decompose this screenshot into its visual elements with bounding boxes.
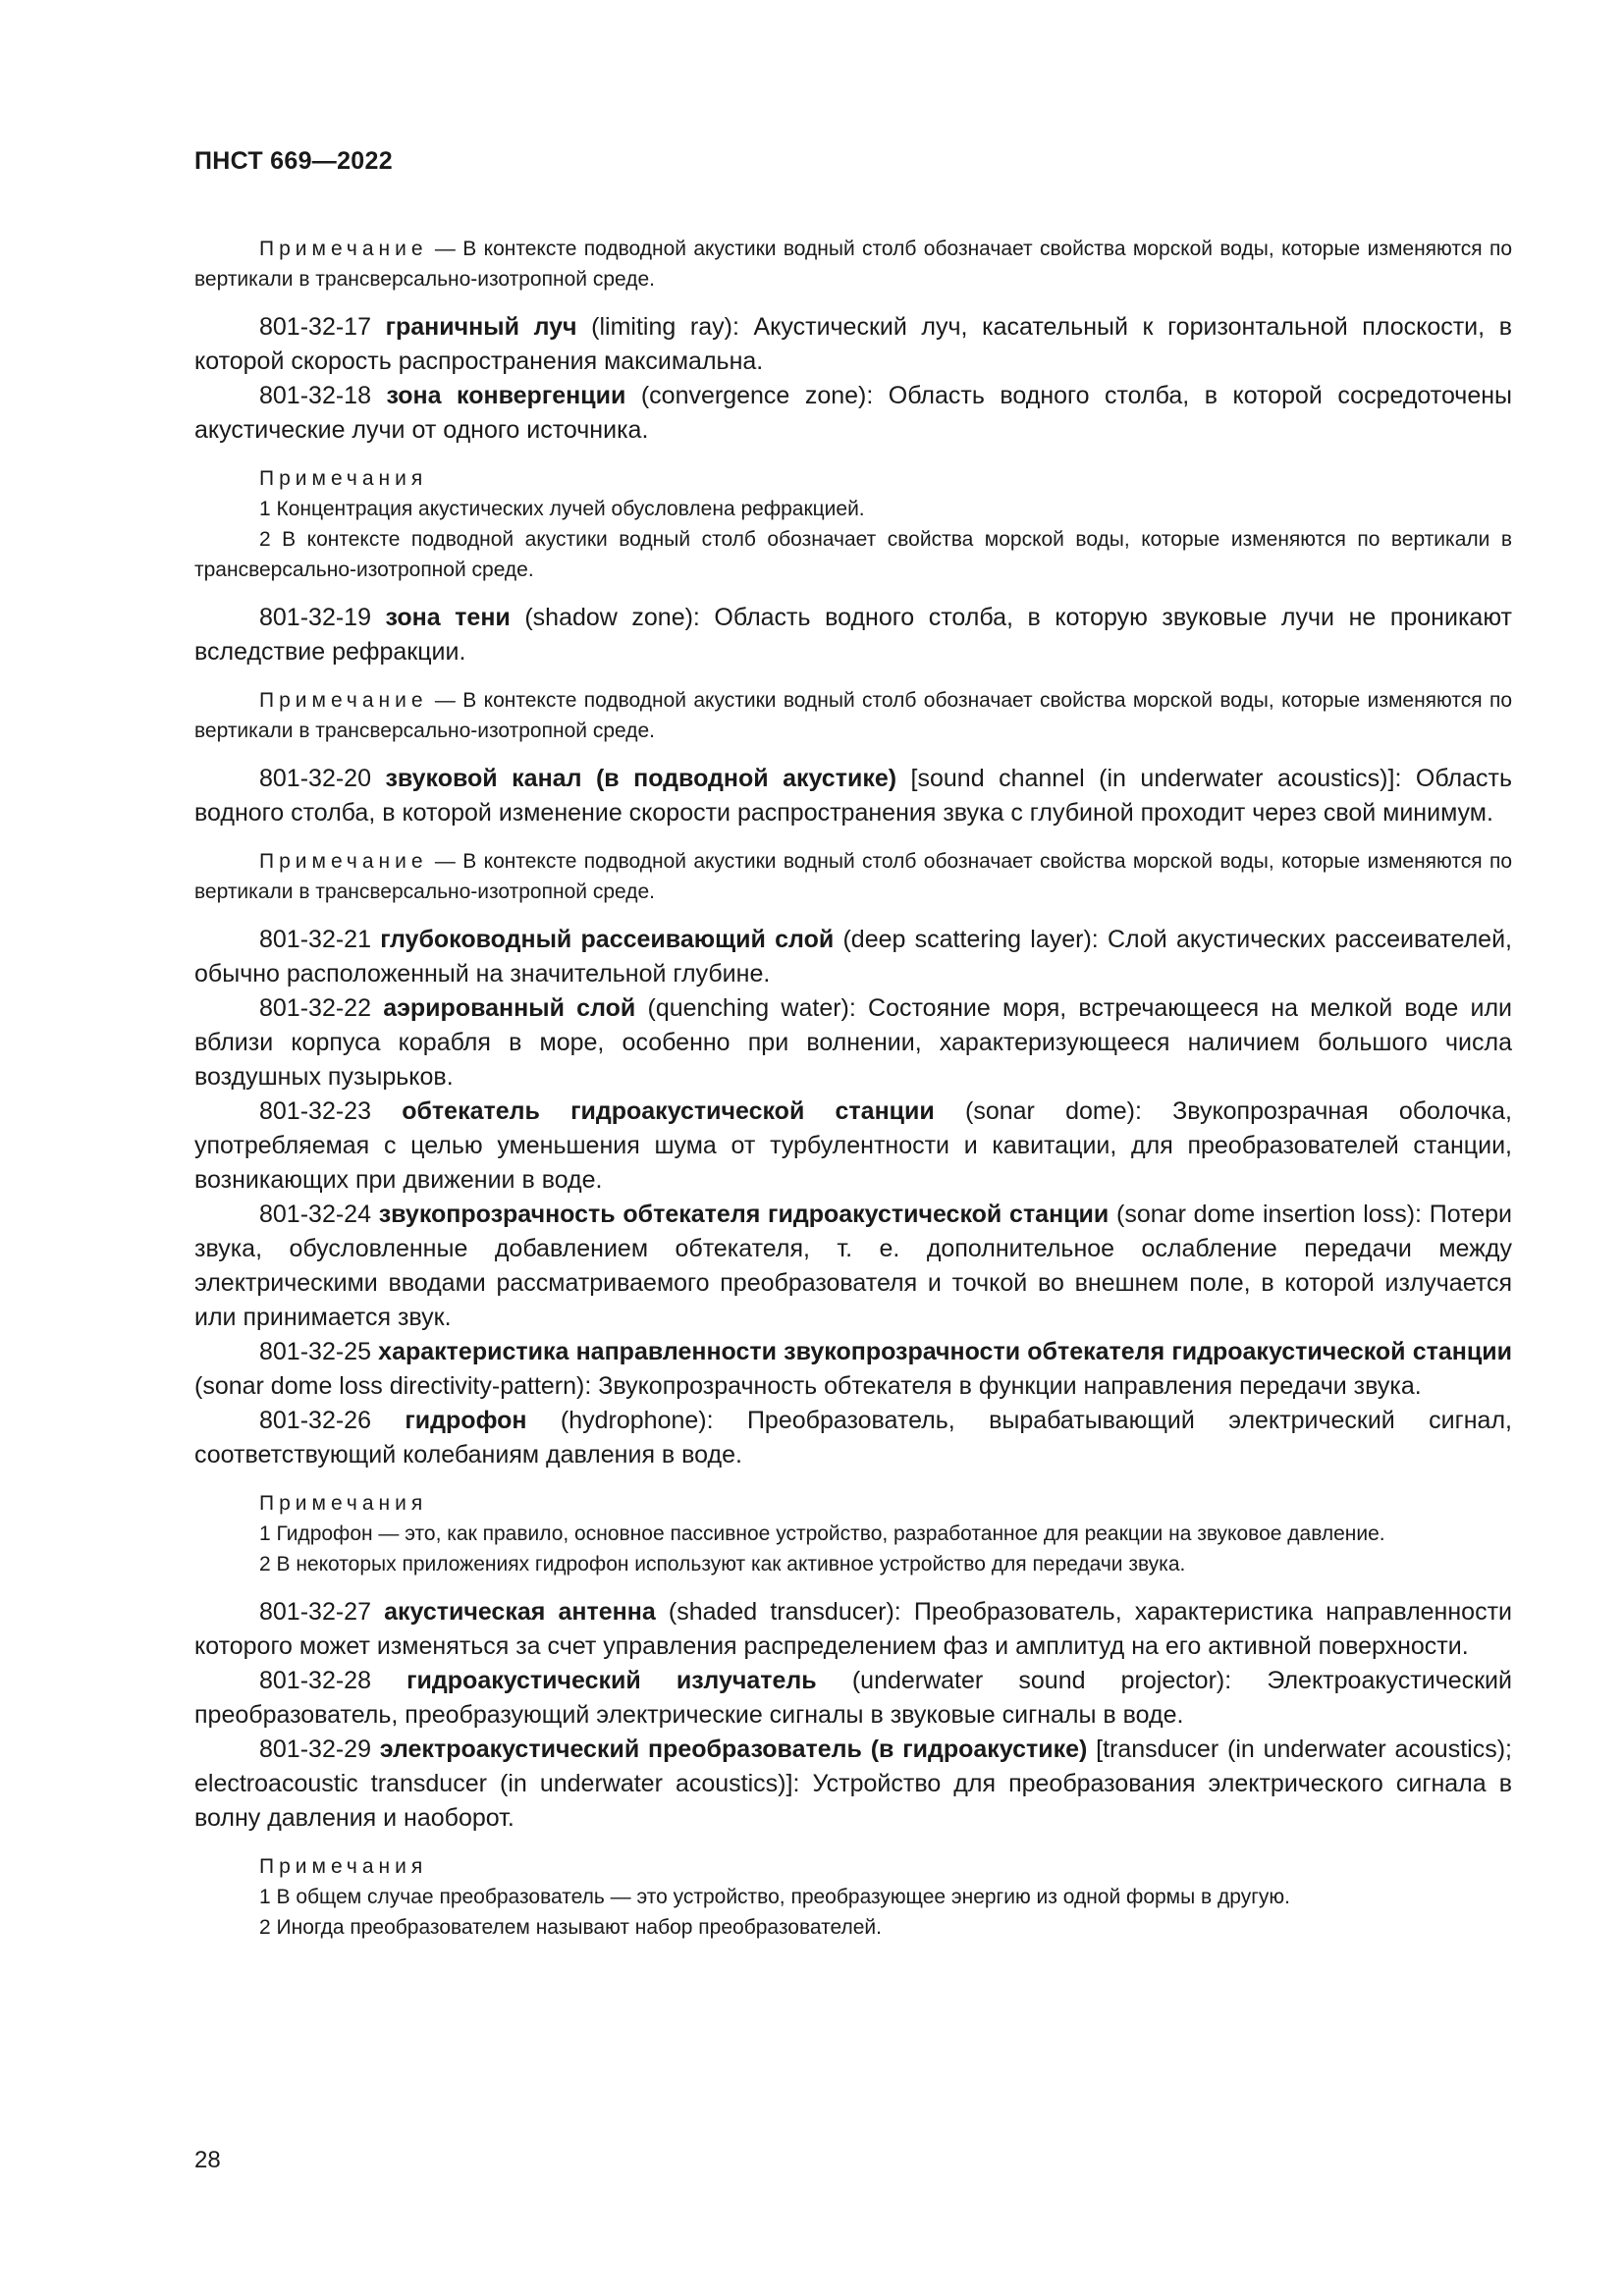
note-label: Примечание (259, 689, 428, 712)
notes-list (194, 463, 1512, 585)
term-entry (194, 1404, 1512, 1472)
note-item: 1 В общем случае преобразователь — это устройство, преобразующее энергию из одной формы в другую. (259, 1886, 1290, 1908)
term-definition: (sonar dome loss directivity-pattern): Звукопрозрачность обтекателя в функции направления передачи звука. (194, 1372, 1422, 1400)
term-number: 801-32-27 (259, 1598, 371, 1626)
term-title: обтекатель гидроакустической станции (402, 1097, 935, 1125)
term-number: 801-32-26 (259, 1407, 371, 1434)
notes-label: Примечания (259, 467, 428, 490)
note-body: — В контексте подводной акустики водный столб обозначает свойства морской воды, которые изменяются по вертикали в трансверсально-изотропной среде. (194, 238, 1512, 291)
note-text (194, 234, 1512, 294)
term-entry (194, 1595, 1512, 1664)
term-title: звукопрозрачность обтекателя гидроакустической станции (378, 1201, 1110, 1228)
term-title: аэрированный слой (383, 994, 636, 1022)
document-body (194, 218, 1512, 1958)
term-title: акустическая антенна (384, 1598, 656, 1626)
term-title: гидроакустический излучатель (406, 1667, 817, 1694)
term-definition: (sonar dome): Звукопрозрачная оболочка, употребляемая с целью уменьшения шума от турбулентности и кавитации, для преобразователей станции, возникающих при движении в воде. (194, 1097, 1512, 1194)
page-number: 28 (194, 2147, 221, 2173)
term-title: гидрофон (405, 1407, 527, 1434)
notes-list (194, 1851, 1512, 1943)
note-item: 2 В контексте подводной акустики водный столб обозначает свойства морской воды, которые изменяются по вертикали в трансверсально-изотропной среде. (194, 528, 1512, 581)
term-number: 801-32-17 (259, 313, 371, 341)
notes-label: Примечания (259, 1492, 428, 1515)
term-number: 801-32-20 (259, 765, 371, 792)
term-number: 801-32-24 (259, 1201, 371, 1228)
term-definition: [transducer (in underwater acoustics); electroacoustic transducer (in underwater acoustics)]: Устройство для преобразования электрического сигнала в волну давления и наоборот. (194, 1735, 1512, 1832)
note-item: 2 В некоторых приложениях гидрофон используют как активное устройство для передачи звука. (259, 1553, 1186, 1575)
term-entry (194, 1335, 1512, 1404)
term-number: 801-32-28 (259, 1667, 371, 1694)
term-definition: [sound channel (in underwater acoustics)]: Область водного столба, в которой изменение скорости распространения звука с глубиной проходит через свой минимум. (194, 765, 1512, 827)
term-number: 801-32-19 (259, 604, 371, 631)
note (194, 846, 1512, 907)
notes-list (194, 1488, 1512, 1579)
note-text (194, 846, 1512, 907)
note-label: Примечание (259, 238, 428, 260)
note (194, 234, 1512, 294)
term-definition: (underwater sound projector): Электроакустический преобразователь, преобразующий электрические сигналы в звуковые сигналы в воде. (194, 1667, 1512, 1729)
term-definition: (quenching water): Состояние моря, встречающееся на мелкой воде или вблизи корпуса корабля в море, особенно при волнении, характеризующееся наличием большого числа воздушных пузырьков. (194, 994, 1513, 1091)
note-body: — В контексте подводной акустики водный столб обозначает свойства морской воды, которые изменяются по вертикали в трансверсально-изотропной среде. (194, 689, 1512, 742)
notes-label: Примечания (259, 1855, 428, 1878)
note-text (194, 685, 1512, 746)
term-number: 801-32-29 (259, 1735, 371, 1763)
term-entry (194, 1664, 1512, 1733)
term-entry (194, 991, 1512, 1095)
term-title: электроакустический преобразователь (в гидроакустике) (379, 1735, 1088, 1763)
term-entry (194, 1095, 1512, 1198)
note-item: 1 Концентрация акустических лучей обусловлена рефракцией. (259, 498, 865, 520)
document-code-header: ПНСТ 669—2022 (194, 147, 393, 175)
term-number: 801-32-25 (259, 1338, 371, 1365)
term-definition: (sonar dome insertion loss): Потери звука, обусловленные добавлением обтекателя, т. е. дополнительное ослабление передачи между электрическими вводами рассматриваемого преобразователя и точкой во внешнем поле, в которой излучается или принимается звук. (194, 1201, 1512, 1331)
term-entry (194, 762, 1512, 830)
term-number: 801-32-18 (259, 382, 371, 409)
term-definition: (shaded transducer): Преобразователь, характеристика направленности которого может изменяться за счет управления распределением фаз и амплитуд на его активной поверхности. (194, 1598, 1512, 1660)
term-definition: (shadow zone): Область водного столба, в которую звуковые лучи не проникают вследствие рефракции. (194, 604, 1512, 666)
term-title: характеристика направленности звукопрозрачности обтекателя гидроакустической станции (378, 1338, 1512, 1365)
term-entry (194, 1733, 1512, 1836)
term-title: глубоководный рассеивающий слой (380, 926, 835, 953)
note-body: — В контексте подводной акустики водный столб обозначает свойства морской воды, которые изменяются по вертикали в трансверсально-изотропной среде. (194, 850, 1512, 903)
note-item: 1 Гидрофон — это, как правило, основное пассивное устройство, разработанное для реакции на звуковое давление. (259, 1522, 1385, 1545)
note-label: Примечание (259, 850, 428, 873)
term-entry (194, 923, 1512, 991)
term-title: зона конвергенции (386, 382, 626, 409)
term-number: 801-32-23 (259, 1097, 371, 1125)
term-definition: (limiting ray): Акустический луч, касательный к горизонтальной плоскости, в которой скорость распространения максимальна. (194, 313, 1512, 375)
term-number: 801-32-22 (259, 994, 371, 1022)
term-title: звуковой канал (в подводной акустике) (385, 765, 897, 792)
term-entry (194, 601, 1512, 669)
term-title: граничный луч (385, 313, 577, 341)
term-title: зона тени (385, 604, 511, 631)
note (194, 685, 1512, 746)
term-definition: (deep scattering layer): Слой акустических рассеивателей, обычно расположенный на значительной глубине. (194, 926, 1512, 988)
note-item: 2 Иногда преобразователем называют набор преобразователей. (259, 1916, 882, 1939)
term-definition: (hydrophone): Преобразователь, вырабатывающий электрический сигнал, соответствующий колебаниям давления в воде. (194, 1407, 1512, 1468)
term-entry (194, 379, 1512, 448)
term-entry (194, 310, 1512, 379)
term-number: 801-32-21 (259, 926, 371, 953)
term-definition: (convergence zone): Область водного столба, в которой сосредоточены акустические лучи от одного источника. (194, 382, 1512, 444)
term-entry (194, 1198, 1512, 1335)
